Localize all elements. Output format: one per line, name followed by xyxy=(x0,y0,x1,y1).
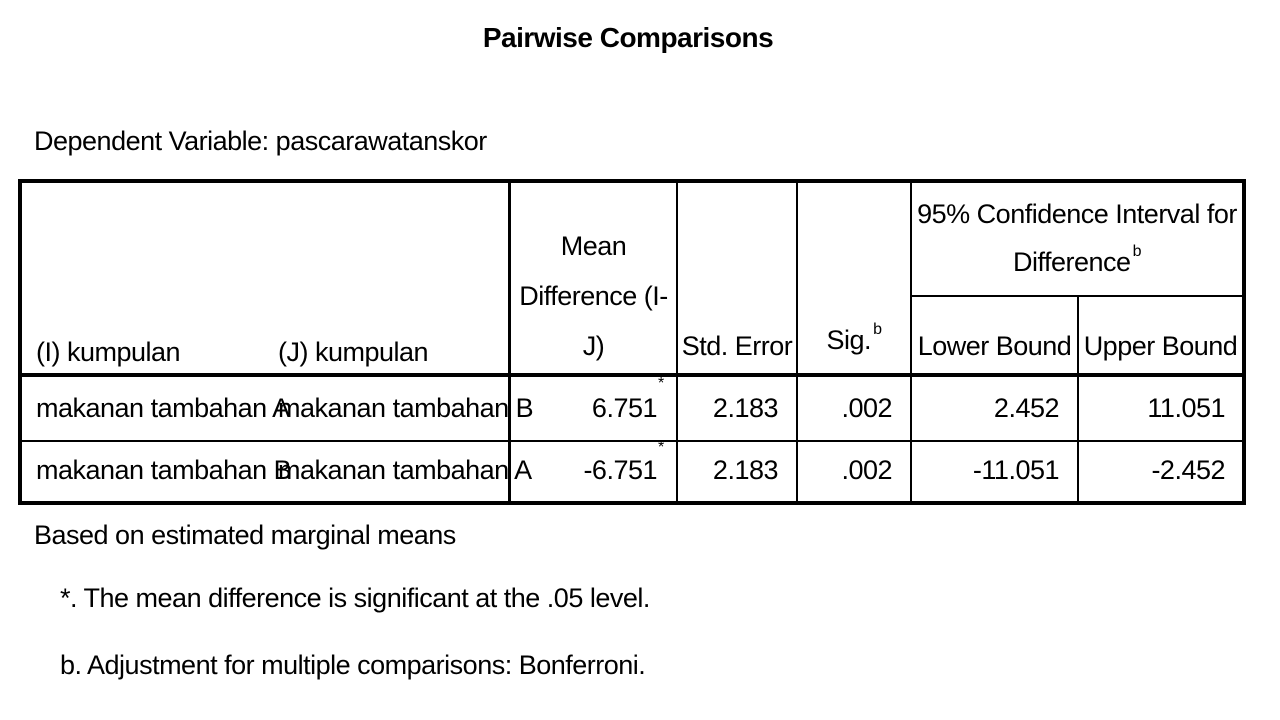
header-j-kumpulan: (J) kumpulan xyxy=(278,337,429,367)
header-mean-difference-line1: Mean xyxy=(560,231,627,261)
header-lower-bound: Lower Bound xyxy=(917,331,1072,361)
row1-lower-bound: 2.452 xyxy=(993,393,1059,423)
row2-upper-bound: -2.452 xyxy=(1151,455,1225,485)
footnote-significance: *. The mean difference is significant at the .05 level. xyxy=(60,583,650,613)
footnote-based-on: Based on estimated marginal means xyxy=(34,520,456,550)
row2-lower-bound: -11.051 xyxy=(972,455,1059,485)
header-mean-difference-line2: Difference (I- xyxy=(519,281,668,311)
row1-std-error: 2.183 xyxy=(712,393,778,423)
row1-upper-bound: 11.051 xyxy=(1147,393,1225,423)
row2-i-kumpulan: makanan tambahan B xyxy=(36,455,292,485)
row1-significance-mark: * xyxy=(658,375,665,392)
row1-mean-difference: 6.751 xyxy=(591,393,657,423)
row1-j-kumpulan: makanan tambahan B xyxy=(278,393,534,423)
table-title: Pairwise Comparisons xyxy=(482,22,774,53)
header-ci-line1: 95% Confidence Interval for xyxy=(917,199,1237,229)
table-row-rule xyxy=(22,440,1242,442)
row1-sig: .002 xyxy=(841,393,892,423)
pairwise-comparisons-table xyxy=(18,179,1246,505)
row2-std-error: 2.183 xyxy=(712,455,778,485)
header-ci-line2: Difference $^b$ xyxy=(1013,243,1141,277)
footnote-adjustment: b. Adjustment for multiple comparisons: Bonferroni. xyxy=(60,650,646,680)
header-std-error: Std. Error xyxy=(681,331,793,361)
dependent-variable-label: Dependent Variable: pascarawatanskor xyxy=(34,126,487,156)
header-upper-bound: Upper Bound xyxy=(1083,331,1238,361)
row2-j-kumpulan: makanan tambahan A xyxy=(278,455,532,485)
row2-mean-difference: -6.751 xyxy=(583,455,657,485)
row2-significance-mark: * xyxy=(658,439,665,456)
header-i-kumpulan: (I) kumpulan xyxy=(36,337,181,367)
header-sig: Sig. $^b$ xyxy=(826,321,882,355)
table-divider-ci xyxy=(911,295,1242,297)
row2-sig: .002 xyxy=(841,455,892,485)
table-header-rule xyxy=(22,373,1242,377)
header-mean-difference-line3: J) xyxy=(582,331,605,361)
row1-i-kumpulan: makanan tambahan A xyxy=(36,393,290,423)
